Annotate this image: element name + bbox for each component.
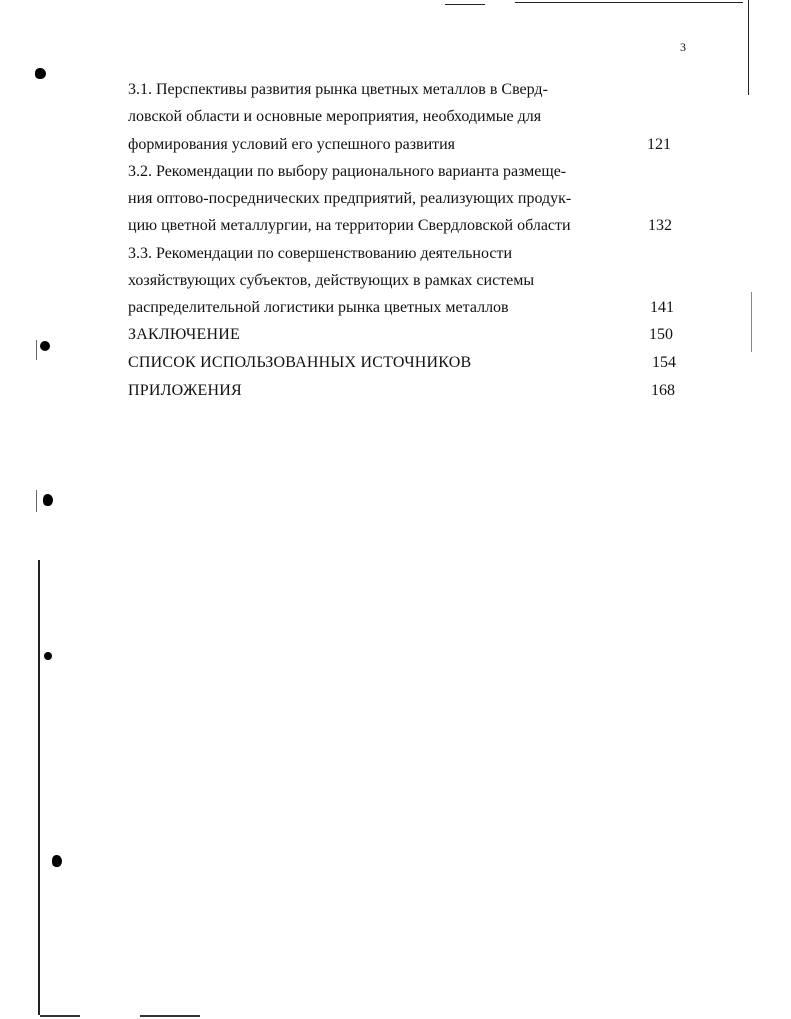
toc-entry-3-1-line-3: формирования условий его успешного развития — [128, 136, 456, 153]
toc-entry-conclusion: ЗАКЛЮЧЕНИЕ — [128, 326, 240, 343]
toc-entry-sources-page: 154 — [652, 354, 676, 371]
toc-entry-3-3-line-2: хозяйствующих субъектов, действующих в рамках системы — [128, 272, 535, 289]
toc-entry-3-1-line-2: ловской области и основные мероприятия, необходимые для — [128, 108, 542, 125]
toc-entry-3-1-page: 121 — [647, 136, 671, 153]
scan-right-border — [751, 292, 752, 352]
scan-left-border — [36, 340, 37, 360]
toc-entry-appendices: ПРИЛОЖЕНИЯ — [128, 382, 242, 399]
toc-entry-conclusion-page: 150 — [649, 326, 673, 343]
toc-entry-3-2-page: 132 — [648, 217, 672, 234]
scan-top-border — [445, 4, 485, 5]
toc-entry-3-2-line-3: цию цветной металлургии, на территории Свердловской области — [128, 217, 571, 234]
punch-hole — [52, 855, 62, 867]
punch-hole — [35, 68, 46, 79]
toc-entry-sources: СПИСОК ИСПОЛЬЗОВАННЫХ ИСТОЧНИКОВ — [128, 354, 472, 371]
punch-hole — [43, 494, 53, 506]
punch-hole — [40, 341, 50, 351]
punch-hole — [44, 652, 52, 660]
toc-entry-3-2-line-1: 3.2. Рекомендации по выбору рационального варианта размеще- — [128, 163, 567, 180]
toc-entry-appendices-page: 168 — [651, 382, 675, 399]
toc-entry-3-3-line-1: 3.3. Рекомендации по совершенствованию деятельности — [128, 245, 513, 262]
scan-left-border — [36, 490, 37, 512]
scan-bottom-mark — [140, 1015, 200, 1017]
toc-entry-3-2-line-2: ния оптово-посреднических предприятий, реализующих продук- — [128, 190, 572, 207]
toc-entry-3-3-line-3: распределительной логистики рынка цветных металлов — [128, 299, 509, 316]
toc-entry-3-1-line-1: 3.1. Перспективы развития рынка цветных металлов в Сверд- — [128, 81, 548, 98]
scan-left-border — [38, 560, 40, 1015]
scan-bottom-mark — [40, 1015, 80, 1017]
scan-top-border — [515, 2, 743, 3]
toc-entry-3-3-page: 141 — [650, 299, 674, 316]
scan-right-border — [748, 0, 749, 95]
page-number: 3 — [680, 40, 686, 54]
